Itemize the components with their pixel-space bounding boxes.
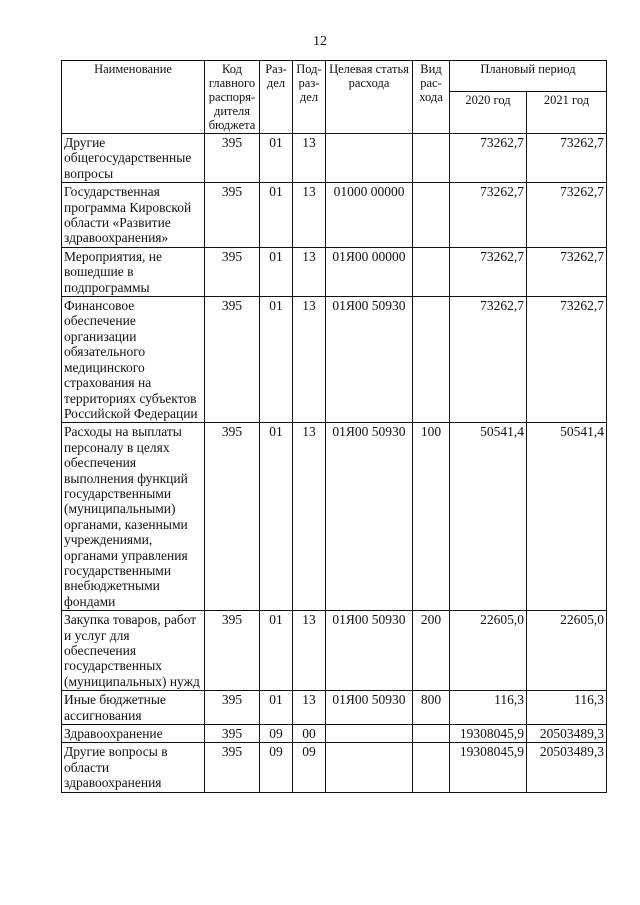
row-code-cell: 395 bbox=[205, 134, 260, 183]
row-section-cell: 01 bbox=[260, 247, 293, 296]
row-2020-value-cell: 116,3 bbox=[450, 691, 527, 725]
row-code-cell: 395 bbox=[205, 691, 260, 725]
row-article-cell bbox=[326, 134, 413, 183]
row-expense-type-cell bbox=[413, 134, 450, 183]
budget-table bbox=[61, 60, 607, 793]
header-year-2021: 2021 год bbox=[527, 91, 607, 133]
table-row bbox=[62, 743, 607, 792]
row-2020-value-cell: 22605,0 bbox=[450, 611, 527, 691]
row-2020-value-cell: 19308045,9 bbox=[450, 743, 527, 792]
row-expense-type-cell bbox=[413, 183, 450, 248]
row-section-cell: 01 bbox=[260, 611, 293, 691]
row-name-cell: Иные бюджетные ассигнования bbox=[62, 691, 205, 725]
row-name-cell: Закупка товаров, работ и услуг для обеспечения государственных (муниципальных) нужд bbox=[62, 611, 205, 691]
row-article-cell: 01Я00 50930 bbox=[326, 611, 413, 691]
row-subsection-cell: 13 bbox=[293, 247, 326, 296]
header-planning-period: Плановый период bbox=[450, 61, 607, 92]
row-name-cell: Другие общегосударственные вопросы bbox=[62, 134, 205, 183]
row-expense-type-cell bbox=[413, 743, 450, 792]
row-2020-value-cell: 19308045,9 bbox=[450, 725, 527, 743]
row-name-cell: Расходы на выплаты персоналу в целях обеспечения выполнения функций государственными (муниципальными) органами, казенными учреждениями, органами управления государственными внебюджетными фондами bbox=[62, 423, 205, 611]
row-2020-value-cell: 73262,7 bbox=[450, 134, 527, 183]
row-article-cell: 01Я00 50930 bbox=[326, 691, 413, 725]
row-expense-type-cell: 200 bbox=[413, 611, 450, 691]
header-expense-type: Вид рас-хода bbox=[413, 61, 450, 134]
table-row bbox=[62, 247, 607, 296]
row-name-cell: Государственная программа Кировской области «Развитие здравоохранения» bbox=[62, 183, 205, 248]
row-code-cell: 395 bbox=[205, 743, 260, 792]
row-article-cell: 01000 00000 bbox=[326, 183, 413, 248]
row-name-cell: Другие вопросы в области здравоохранения bbox=[62, 743, 205, 792]
row-code-cell: 395 bbox=[205, 725, 260, 743]
row-2020-value-cell: 73262,7 bbox=[450, 183, 527, 248]
header-subsection: Под-раз-дел bbox=[293, 61, 326, 134]
table-row bbox=[62, 297, 607, 423]
row-2021-value-cell: 73262,7 bbox=[527, 297, 607, 423]
row-2020-value-cell: 73262,7 bbox=[450, 247, 527, 296]
row-name-cell: Финансовое обеспечение организации обязательного медицинского страхования на территориях субъектов Российской Федерации bbox=[62, 297, 205, 423]
row-2020-value-cell: 50541,4 bbox=[450, 423, 527, 611]
row-section-cell: 09 bbox=[260, 725, 293, 743]
row-article-cell: 01Я00 50930 bbox=[326, 423, 413, 611]
row-subsection-cell: 09 bbox=[293, 743, 326, 792]
row-subsection-cell: 13 bbox=[293, 611, 326, 691]
row-section-cell: 01 bbox=[260, 134, 293, 183]
table-body bbox=[62, 134, 607, 793]
row-article-cell: 01Я00 00000 bbox=[326, 247, 413, 296]
row-2021-value-cell: 116,3 bbox=[527, 691, 607, 725]
row-2021-value-cell: 20503489,3 bbox=[527, 743, 607, 792]
row-expense-type-cell bbox=[413, 725, 450, 743]
row-subsection-cell: 13 bbox=[293, 297, 326, 423]
row-2021-value-cell: 73262,7 bbox=[527, 247, 607, 296]
row-subsection-cell: 13 bbox=[293, 691, 326, 725]
row-section-cell: 01 bbox=[260, 691, 293, 725]
row-article-cell: 01Я00 50930 bbox=[326, 297, 413, 423]
table-row bbox=[62, 134, 607, 183]
row-expense-type-cell: 800 bbox=[413, 691, 450, 725]
row-name-cell: Мероприятия, не вошедшие в подпрограммы bbox=[62, 247, 205, 296]
row-expense-type-cell: 100 bbox=[413, 423, 450, 611]
header-section: Раз-дел bbox=[260, 61, 293, 134]
header-name: Наименование bbox=[62, 61, 205, 134]
table-row bbox=[62, 725, 607, 743]
row-2021-value-cell: 22605,0 bbox=[527, 611, 607, 691]
row-subsection-cell: 00 bbox=[293, 725, 326, 743]
row-2020-value-cell: 73262,7 bbox=[450, 297, 527, 423]
header-article: Целевая статья расхода bbox=[326, 61, 413, 134]
row-code-cell: 395 bbox=[205, 297, 260, 423]
header-code: Код главного распоря-дителя бюджета bbox=[205, 61, 260, 134]
row-section-cell: 01 bbox=[260, 183, 293, 248]
row-expense-type-cell bbox=[413, 247, 450, 296]
row-article-cell bbox=[326, 743, 413, 792]
page-number: 12 bbox=[313, 34, 327, 49]
row-expense-type-cell bbox=[413, 297, 450, 423]
row-code-cell: 395 bbox=[205, 423, 260, 611]
table-row bbox=[62, 423, 607, 611]
table-row bbox=[62, 183, 607, 248]
row-name-cell: Здравоохранение bbox=[62, 725, 205, 743]
row-code-cell: 395 bbox=[205, 247, 260, 296]
row-section-cell: 01 bbox=[260, 423, 293, 611]
row-subsection-cell: 13 bbox=[293, 423, 326, 611]
row-2021-value-cell: 50541,4 bbox=[527, 423, 607, 611]
row-article-cell bbox=[326, 725, 413, 743]
row-code-cell: 395 bbox=[205, 183, 260, 248]
row-2021-value-cell: 73262,7 bbox=[527, 183, 607, 248]
table-row bbox=[62, 611, 607, 691]
row-2021-value-cell: 73262,7 bbox=[527, 134, 607, 183]
row-section-cell: 01 bbox=[260, 297, 293, 423]
row-subsection-cell: 13 bbox=[293, 183, 326, 248]
row-code-cell: 395 bbox=[205, 611, 260, 691]
header-year-2020: 2020 год bbox=[450, 91, 527, 133]
row-2021-value-cell: 20503489,3 bbox=[527, 725, 607, 743]
row-section-cell: 09 bbox=[260, 743, 293, 792]
row-subsection-cell: 13 bbox=[293, 134, 326, 183]
table-row bbox=[62, 691, 607, 725]
